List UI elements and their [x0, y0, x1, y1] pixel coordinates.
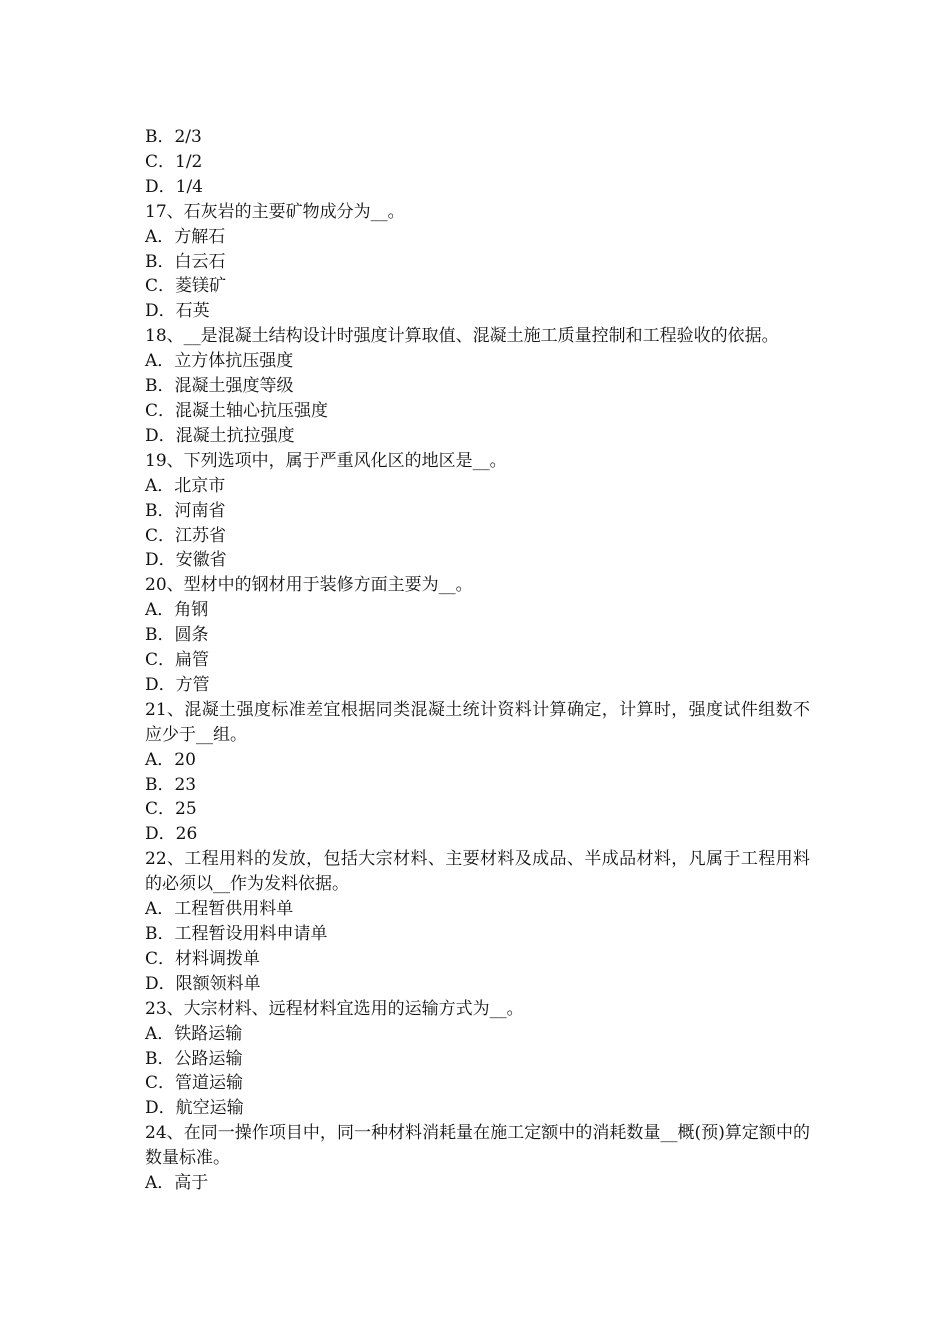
option-line: C．25 — [145, 799, 197, 820]
document-page — [145, 125, 810, 1196]
option-line: D．26 — [145, 824, 198, 845]
option-line: C．江苏省 — [145, 525, 227, 546]
question-18-stem: 18、__是混凝土结构设计时强度计算取值、混凝土施工质量控制和工程验收的依据。 — [145, 326, 779, 347]
option-line: D．方管 — [145, 674, 210, 695]
option-line: B．圆条 — [145, 625, 209, 646]
option-line: C．1/2 — [145, 151, 203, 172]
option-line: A．方解石 — [145, 226, 226, 247]
option-line: B．河南省 — [145, 500, 226, 521]
option-line: A．角钢 — [145, 600, 209, 621]
option-line: C．材料调拨单 — [145, 948, 261, 969]
option-line: D．安徽省 — [145, 550, 227, 571]
question-24-stem: 24、在同一操作项目中，同一种材料消耗量在施工定额中的消耗数量__概(预)算定额中的数量标准。 — [145, 1123, 810, 1169]
question-21-stem: 21、混凝土强度标准差宜根据同类混凝土统计资料计算确定，计算时，强度试件组数不应少于__组。 — [145, 699, 810, 745]
option-line: D．1/4 — [145, 176, 203, 197]
option-line: B．白云石 — [145, 251, 226, 272]
option-line: A．铁路运输 — [145, 1023, 243, 1044]
question-17-stem: 17、石灰岩的主要矿物成分为__。 — [145, 201, 405, 222]
option-line: B．工程暂设用料申请单 — [145, 924, 328, 944]
option-line: C．菱镁矿 — [145, 276, 227, 297]
option-line: C．混凝土轴心抗压强度 — [145, 400, 329, 421]
option-line: D．航空运输 — [145, 1098, 244, 1119]
question-20-stem: 20、型材中的钢材用于装修方面主要为__。 — [145, 575, 473, 596]
option-line: B．公路运输 — [145, 1048, 243, 1069]
option-line: D．混凝土抗拉强度 — [145, 425, 295, 446]
option-line: A．北京市 — [145, 475, 226, 496]
option-line: B．2/3 — [145, 127, 202, 147]
question-22-stem: 22、工程用料的发放，包括大宗材料、主要材料及成品、半成品材料，凡属于工程用料的必须以__作为发料依据。 — [145, 849, 810, 895]
option-line: A．20 — [145, 749, 196, 770]
option-line: A．工程暂供用料单 — [145, 899, 294, 920]
option-line: A．高于 — [145, 1173, 209, 1194]
option-line: D．限额领料单 — [145, 973, 261, 994]
option-line: B．混凝土强度等级 — [145, 376, 294, 397]
question-23-stem: 23、大宗材料、远程材料宜选用的运输方式为__。 — [145, 998, 524, 1019]
option-line: B．23 — [145, 774, 197, 795]
option-line: C．管道运输 — [145, 1073, 244, 1094]
question-19-stem: 19、下列选项中，属于严重风化区的地区是__。 — [145, 450, 507, 471]
option-line: A．立方体抗压强度 — [145, 351, 294, 372]
option-line: C．扁管 — [145, 650, 210, 671]
option-line: D．石英 — [145, 301, 210, 322]
